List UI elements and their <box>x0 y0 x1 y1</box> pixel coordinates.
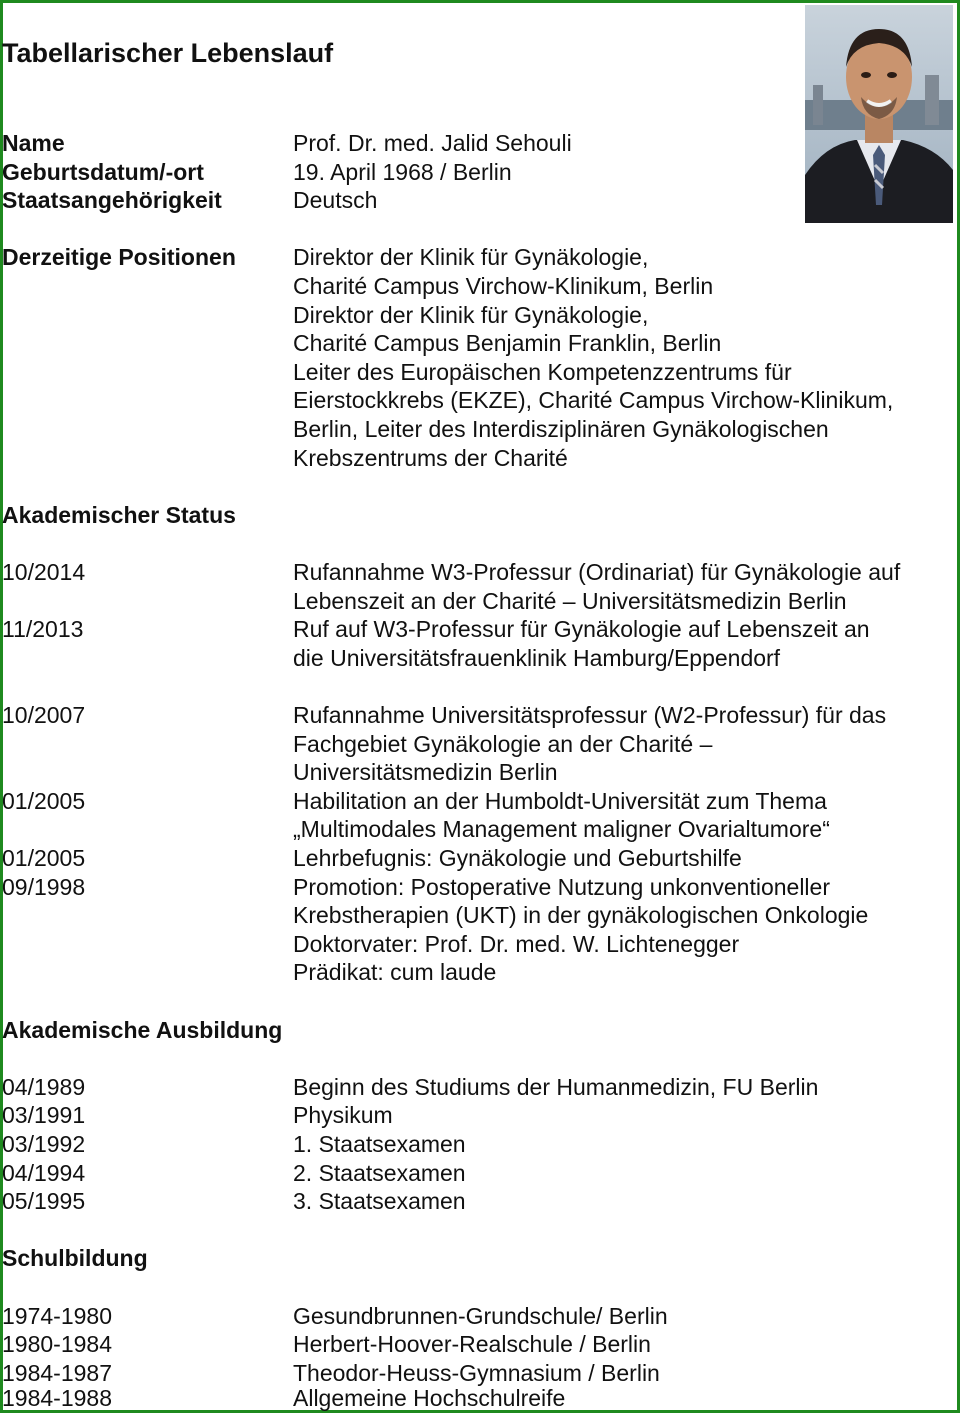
positions-line: Leiter des Europäischen Kompetenzzentrums für <box>293 358 792 385</box>
status-text: Prädikat: cum laude <box>293 959 497 986</box>
heading-academic-status: Akademischer Status <box>2 501 236 528</box>
positions-line: Krebszentrums der Charité <box>293 444 568 471</box>
label-positions: Derzeitige Positionen <box>2 244 236 271</box>
value-name: Prof. Dr. med. Jalid Sehouli <box>293 130 572 156</box>
page-title: Tabellarischer Lebenslauf <box>2 38 334 68</box>
education-text: 1. Staatsexamen <box>293 1131 466 1157</box>
status-date: 09/1998 <box>2 873 86 900</box>
positions-line: Charité Campus Virchow-Klinikum, Berlin <box>293 272 714 299</box>
status-text: Doktorvater: Prof. Dr. med. W. Lichtenegger <box>293 930 740 957</box>
status-text: Promotion: Postoperative Nutzung unkonventioneller <box>293 873 830 900</box>
positions-line: Eierstockkrebs (EKZE), Charité Campus Virchow-Klinikum, <box>293 387 894 414</box>
education-text: Beginn des Studiums der Humanmedizin, FU Berlin <box>293 1073 819 1100</box>
label-name: Name <box>2 130 65 156</box>
status-date: 10/2014 <box>2 559 86 585</box>
status-date: 01/2005 <box>2 787 86 814</box>
status-text: Krebstherapien (UKT) in der gynäkologischen Onkologie <box>293 902 869 929</box>
status-text: Ruf auf W3-Professur für Gynäkologie auf Lebenszeit an <box>293 616 870 643</box>
heading-academic-education: Akademische Ausbildung <box>2 1016 283 1043</box>
education-date: 03/1992 <box>2 1131 86 1157</box>
status-text: Lehrbefugnis: Gynäkologie und Geburtshilfe <box>293 845 742 871</box>
positions-line: Berlin, Leiter des Interdisziplinären Gynäkologischen <box>293 415 829 442</box>
school-text: Theodor-Heuss-Gymnasium / Berlin <box>293 1359 660 1386</box>
value-nationality: Deutsch <box>293 187 378 214</box>
status-date: 11/2013 <box>2 616 84 643</box>
education-date: 03/1991 <box>2 1102 86 1129</box>
school-text: Gesundbrunnen-Grundschule/ Berlin <box>293 1302 668 1329</box>
heading-school: Schulbildung <box>2 1245 148 1272</box>
school-text: Herbert-Hoover-Realschule / Berlin <box>293 1331 651 1358</box>
education-date: 05/1995 <box>2 1188 86 1215</box>
status-text: Rufannahme W3-Professur (Ordinariat) für Gynäkologie auf <box>293 559 901 585</box>
positions-line: Direktor der Klinik für Gynäkologie, <box>293 244 649 271</box>
school-date: 1984-1987 <box>2 1359 112 1386</box>
status-text: „Multimodales Management maligner Ovarialtumore“ <box>293 816 830 843</box>
positions-line: Direktor der Klinik für Gynäkologie, <box>293 301 649 328</box>
education-date: 04/1989 <box>2 1073 86 1100</box>
status-date: 01/2005 <box>2 845 86 871</box>
status-text: Fachgebiet Gynäkologie an der Charité – <box>293 730 713 757</box>
status-text: Habilitation an der Humboldt-Universität zum Thema <box>293 787 827 814</box>
label-nationality: Staatsangehörigkeit <box>2 187 222 214</box>
education-text: 2. Staatsexamen <box>293 1159 466 1186</box>
positions-line: Charité Campus Benjamin Franklin, Berlin <box>293 330 722 357</box>
school-date: 1984-1988 <box>2 1385 112 1411</box>
school-text: Allgemeine Hochschulreife <box>293 1385 566 1411</box>
status-text: Lebenszeit an der Charité – Universitätsmedizin Berlin <box>293 587 847 614</box>
label-birth: Geburtsdatum/-ort <box>2 158 204 185</box>
status-text: Universitätsmedizin Berlin <box>293 759 558 786</box>
status-date: 10/2007 <box>2 702 86 728</box>
education-text: 3. Staatsexamen <box>293 1188 466 1215</box>
education-date: 04/1994 <box>2 1159 86 1186</box>
status-text: Rufannahme Universitätsprofessur (W2-Professur) für das <box>293 702 887 728</box>
education-text: Physikum <box>293 1102 393 1129</box>
school-date: 1974-1980 <box>2 1302 112 1329</box>
value-birth: 19. April 1968 / Berlin <box>293 158 512 185</box>
status-text: die Universitätsfrauenklinik Hamburg/Eppendorf <box>293 644 781 671</box>
school-date: 1980-1984 <box>2 1331 112 1358</box>
